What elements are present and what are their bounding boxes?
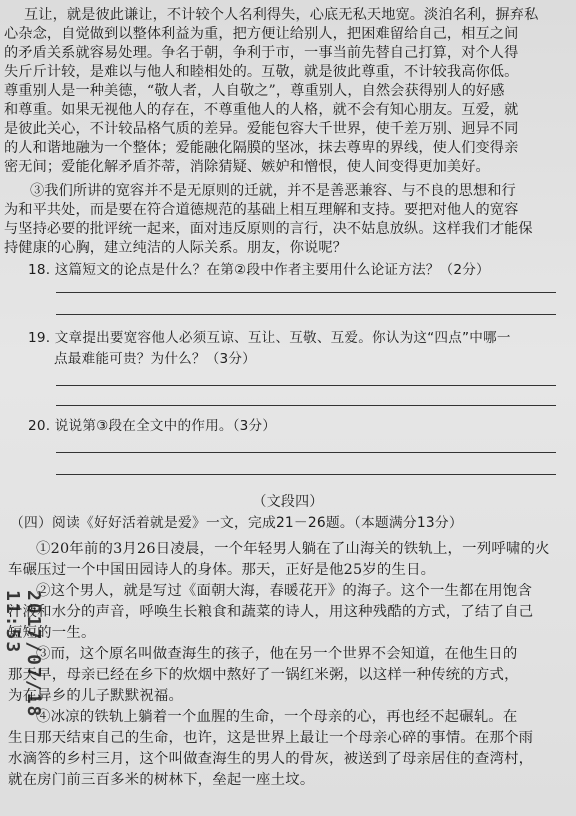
- paragraph-line: 互让，就是彼此谦让，不计较个人名利得失，心底无私天地宽。淡泊名利，摒弃私: [24, 7, 539, 23]
- passage-line: 生日那天结束自己的生命，也许，这是世界上最让一个母亲心碎的事情。在那个雨: [8, 730, 534, 746]
- answer-line[interactable]: [56, 385, 556, 386]
- passage-line: 水滴答的乡村三月，这个叫做查海生的男人的骨灰，被送到了母亲居住的查湾村，: [8, 751, 534, 767]
- passage-line: 就在房门前三百多米的树林下，垒起一座土坟。: [8, 772, 315, 788]
- passage-line: 那天早，母亲已经在乡下的炊烟中熬好了一锅红米粥，以这样一种传统的方式，: [8, 667, 519, 683]
- section-instruction: （四）阅读《好好活着就是爱》一文，完成21－26题。（本题满分13分）: [10, 515, 463, 531]
- passage-line: 短短的一生。: [8, 625, 96, 641]
- passage-line: 为在异乡的儿子默默祝福。: [8, 688, 184, 704]
- answer-line[interactable]: [56, 474, 556, 475]
- paragraph-line: 持健康的心胸，建立纯洁的人际关系。朋友，你说呢？: [4, 240, 347, 256]
- answer-line[interactable]: [56, 405, 556, 406]
- answer-line[interactable]: [56, 292, 556, 293]
- question-18: 18. 这篇短文的论点是什么？在第②段中作者主要用什么论证方法？（2分）: [28, 262, 490, 278]
- passage-line: 汁液和水分的声音，呼唤生长粮食和蔬菜的诗人，用这种残酷的方式，了结了自己: [8, 604, 534, 620]
- answer-line[interactable]: [56, 452, 556, 453]
- paragraph-line: 失斤斤计较，是难以与他人和睦相处的。互敬，就是彼此尊重，不计较我高你低。: [4, 64, 519, 80]
- paragraph-line: 心杂念，自觉做到以整体利益为重，把方便让给别人，把困难留给自己，相互之间: [4, 26, 519, 42]
- paragraph-line: 和尊重。如果无视他人的存在，不尊重他人的人格，就不会有知心朋友。互爱，就: [4, 102, 519, 118]
- paragraph-line: 密无间；爱能化解矛盾芥蒂，消除猜疑、嫉妒和憎恨，使人间变得更加美好。: [4, 159, 490, 175]
- passage-line: ①20年前的3月26日凌晨，一个年轻男人躺在了山海关的铁轨上，一列呼啸的火: [36, 541, 550, 557]
- question-19-cont: 点最难能可贵？为什么？（3分）: [54, 351, 256, 367]
- date-stamp-area: [2, 590, 46, 780]
- paragraph-line: 与坚持必要的批评统一起来，面对违反原则的言行，决不姑息放纵。这样我们才能保: [4, 221, 533, 237]
- date-stamp: 2017/07/18 11:53: [2, 590, 44, 719]
- question-19: 19. 文章提出要宽容他人必须互谅、互让、互敬、互爱。你认为这“四点”中哪一: [28, 330, 511, 346]
- question-20: 20. 说说第③段在全文中的作用。（3分）: [28, 418, 277, 434]
- passage-line: ②这个男人，就是写过《面朝大海，春暖花开》的海子。这个一生都在用饱含: [36, 583, 533, 599]
- paragraph-line: 的矛盾关系就容易处理。争名于朝，争利于市，一事当前先替自己打算，对个人得: [4, 45, 519, 61]
- passage-line: ③而，这个原名叫做查海生的孩子，他在另一个世界不会知道，在他生日的: [36, 646, 518, 662]
- paragraph-line: ③我们所讲的宽容并不是无原则的迁就，并不是善恶兼容、与不良的思想和行: [30, 183, 516, 199]
- passage-line: 车碾压过一个中国田园诗人的身体。那天，正好是他25岁的生日。: [8, 562, 436, 578]
- section-title: （文段四）: [252, 494, 324, 510]
- answer-line[interactable]: [56, 314, 556, 315]
- paragraph-line: 是彼此关心，不计较品格气质的差异。爱能包容大千世界，使千差万别、迥异不同: [4, 121, 519, 137]
- passage-line: ④冰凉的铁轨上躺着一个血腥的生命，一个母亲的心，再也经不起碾轧。在: [36, 709, 518, 725]
- paragraph-line: 为和平共处，而是要在符合道德规范的基础上相互理解和支持。要把对他人的宽容: [4, 202, 519, 218]
- paragraph-line: 的人和谐地融为一个整体；爱能融化隔膜的坚冰，抹去尊卑的界线，使人们变得亲: [4, 140, 519, 156]
- paragraph-line: 尊重别人是一种美德，“敬人者，人自敬之”，尊重别人，自然会获得别人的好感: [4, 83, 505, 99]
